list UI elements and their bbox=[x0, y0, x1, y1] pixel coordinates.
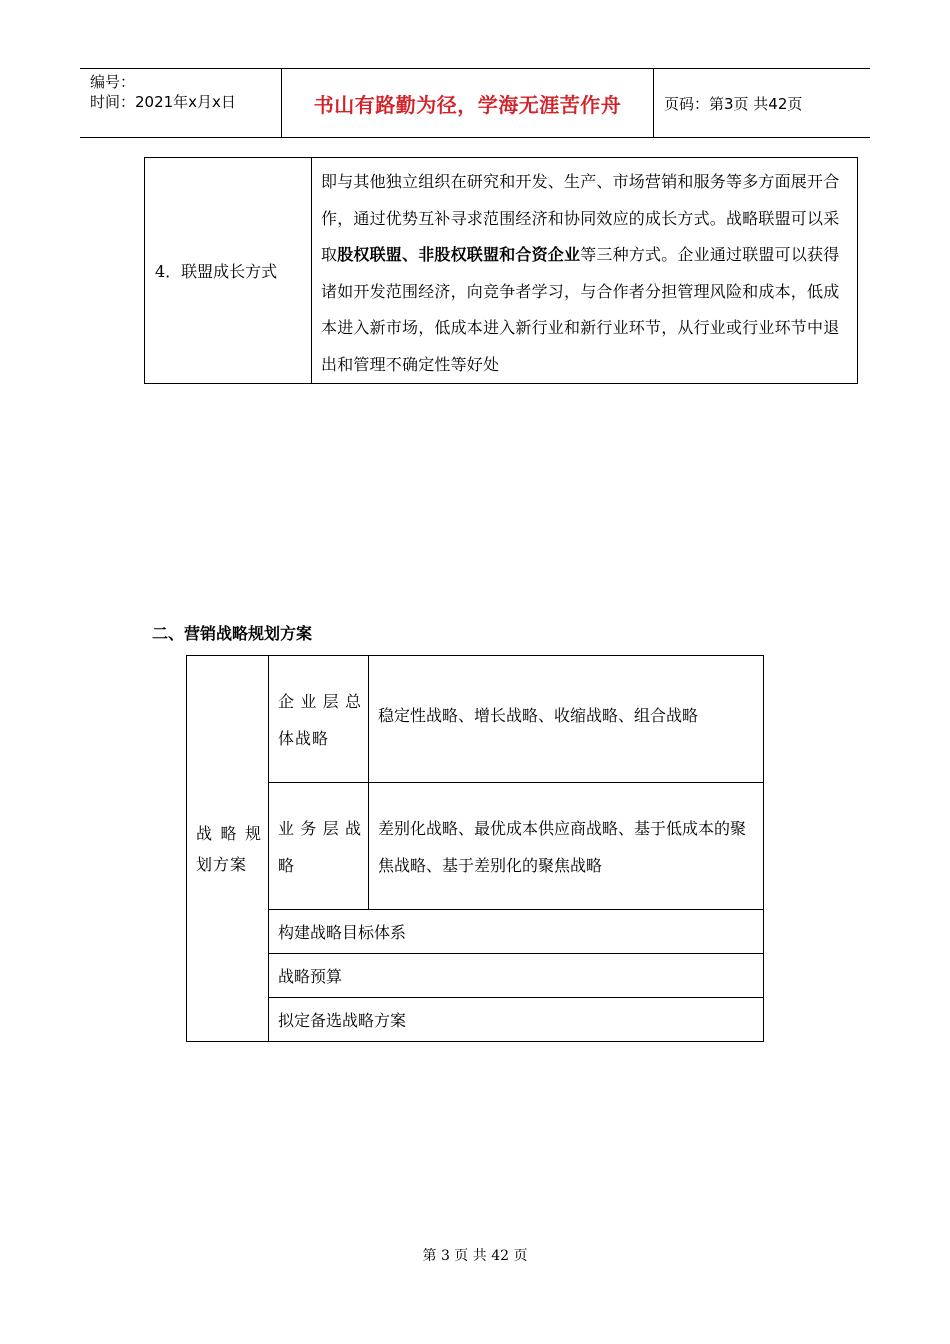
strategy-plan-label: 战略规划方案 bbox=[196, 823, 262, 874]
page-footer: 第 3 页 共 42 页 bbox=[422, 1248, 528, 1264]
corporate-strategy-label: 企业层总体战略 bbox=[278, 692, 362, 748]
strategy-goal-system: 构建战略目标体系 bbox=[278, 923, 407, 942]
alliance-growth-table bbox=[144, 157, 858, 384]
document-date: 时间：2021年x月x日 bbox=[90, 93, 236, 111]
corporate-strategy-label-cell bbox=[269, 656, 369, 783]
strategy-plan-label-cell bbox=[187, 656, 269, 1041]
header-page-code: 页码：第3页 共42页 bbox=[664, 94, 803, 113]
alliance-description bbox=[321, 164, 851, 383]
page-header bbox=[80, 68, 870, 138]
business-strategy-value: 差别化战略、最优成本供应商战略、基于低成本的聚焦战略、基于差别化的聚焦战略 bbox=[378, 819, 747, 875]
alliance-label-cell bbox=[145, 158, 312, 383]
business-strategy-value-cell bbox=[369, 783, 763, 910]
alternative-strategy: 拟定备选战略方案 bbox=[278, 1011, 407, 1030]
header-page-cell bbox=[654, 69, 870, 137]
header-info-cell bbox=[80, 69, 282, 137]
alliance-text-part1: 即与其他独立组织在研究和开发、生产、市场营销和服务等多方面展开合作，通过优势互补寻求范围经济和协同效应的成长方式。战略联盟可以采取 bbox=[321, 172, 840, 264]
strategy-plan-table bbox=[186, 655, 764, 1042]
header-motto: 书山有路勤为径，学海无涯苦作舟 bbox=[313, 92, 622, 117]
section-heading: 二、营销战略规划方案 bbox=[152, 624, 313, 643]
alternative-strategy-row bbox=[269, 998, 763, 1041]
alliance-label: 4．联盟成长方式 bbox=[155, 262, 278, 281]
strategy-goal-system-row bbox=[269, 910, 763, 954]
alliance-description-cell bbox=[312, 158, 857, 383]
alliance-text-bold: 股权联盟、非股权联盟和合资企业 bbox=[337, 245, 581, 264]
strategy-budget-row bbox=[269, 954, 763, 998]
strategy-budget: 战略预算 bbox=[278, 967, 343, 986]
header-motto-cell bbox=[282, 69, 654, 137]
business-strategy-label: 业务层战略 bbox=[278, 819, 362, 875]
alliance-text-part2: 等三种方式。企业通过联盟可以获得诸如开发范围经济，向竞争者学习，与合作者分担管理风险和成本，低成本进入新市场，低成本进入新行业和新行业环节，从行业或行业环节中退出和管理不确定性等好处 bbox=[321, 245, 840, 374]
corporate-strategy-value: 稳定性战略、增长战略、收缩战略、组合战略 bbox=[378, 706, 699, 725]
corporate-strategy-value-cell bbox=[369, 656, 763, 783]
document-code-label: 编号： bbox=[90, 73, 136, 91]
business-strategy-label-cell bbox=[269, 783, 369, 910]
